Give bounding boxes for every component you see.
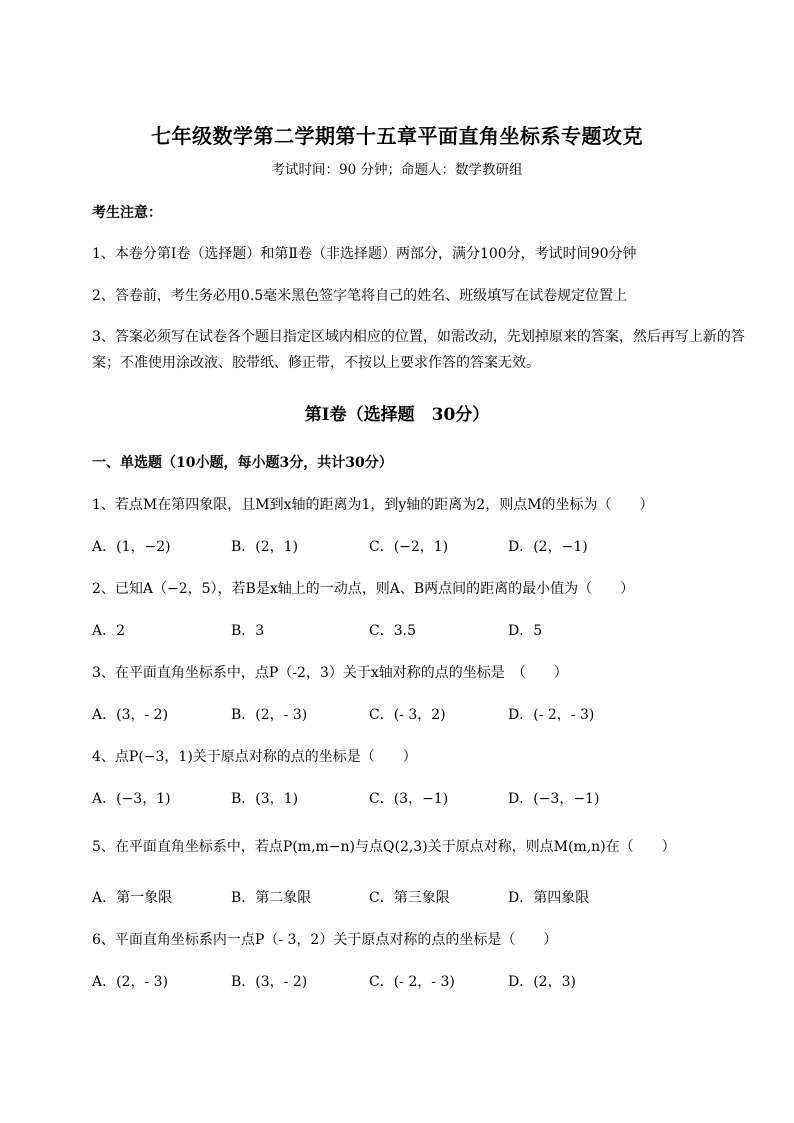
exam-info: 考试时间：90 分钟；命题人：数学教研组 bbox=[271, 162, 523, 178]
option-a: A．(−3，1) bbox=[92, 791, 171, 807]
option-b: B．第二象限 bbox=[231, 890, 312, 906]
question-stem-6: 6、平面直角坐标系内一点P（- 3，2）关于原点对称的点的坐标是（ ） bbox=[92, 932, 558, 948]
option-b: B．3 bbox=[231, 623, 265, 639]
option-c: C．第三象限 bbox=[369, 890, 450, 906]
option-c: C．(3，−1) bbox=[369, 791, 449, 807]
option-c: C．(−2，1) bbox=[369, 539, 449, 555]
question-stem-1: 1、若点M在第四象限，且M到x轴的距离为1，到y轴的距离为2，则点M的坐标为（ ） bbox=[92, 497, 654, 513]
option-b: B．(3，- 2) bbox=[231, 974, 308, 990]
option-a: A．2 bbox=[92, 623, 126, 639]
part-heading: 一、单选题（10小题，每小题3分，共计30分） bbox=[92, 455, 393, 471]
option-c: C．3.5 bbox=[369, 623, 416, 639]
question-stem-4: 4、点P(−3，1)关于原点对称的点的坐标是（ ） bbox=[92, 749, 417, 765]
option-d: D．第四象限 bbox=[508, 890, 590, 906]
section-title: 第Ⅰ卷（选择题 30分） bbox=[304, 405, 490, 425]
notice-item-2: 2、答卷前，考生务必用0.5毫米黑色签字笔将自己的姓名、班级填写在试卷规定位置上 bbox=[92, 288, 628, 304]
option-a: A．(3，- 2) bbox=[92, 707, 169, 723]
notice-item-3: 3、答案必须写在试卷各个题目指定区域内相应的位置，如需改动，先划掉原来的答案，然后再写上新的答案；不准使用涂改液、胶带纸、修正带，不按以上要求作答的答案无效。 bbox=[92, 329, 745, 371]
option-c: C．(- 3，2) bbox=[369, 707, 446, 723]
question-stem-3: 3、在平面直角坐标系中，点P（-2，3）关于x轴对称的点的坐标是 （ ） bbox=[92, 665, 568, 681]
option-b: B．(2，- 3) bbox=[231, 707, 308, 723]
option-c: C．(- 2，- 3) bbox=[369, 974, 455, 990]
option-d: D．(2，−1) bbox=[508, 539, 588, 555]
page-title: 七年级数学第二学期第十五章平面直角坐标系专题攻克 bbox=[151, 124, 643, 148]
notice-heading: 考生注意： bbox=[92, 205, 162, 221]
option-b: B．(2，1) bbox=[231, 539, 299, 555]
option-a: A．第一象限 bbox=[92, 890, 173, 906]
question-stem-5: 5、在平面直角坐标系中，若点P(m,m−n)与点Q(2,3)关于原点对称，则点M(m,n)在（ ） bbox=[92, 839, 676, 855]
option-a: A．(2，- 3) bbox=[92, 974, 169, 990]
option-d: D．(- 2，- 3) bbox=[508, 707, 595, 723]
option-a: A．(1，−2) bbox=[92, 539, 171, 555]
option-d: D．(2，3) bbox=[508, 974, 576, 990]
option-d: D．5 bbox=[508, 623, 543, 639]
option-d: D．(−3，−1) bbox=[508, 791, 600, 807]
question-stem-2: 2、已知A（−2，5），若B是x轴上的一动点，则A、B两点间的距离的最小值为（ ） bbox=[92, 581, 635, 597]
option-b: B．(3，1) bbox=[231, 791, 299, 807]
notice-item-1: 1、本卷分第Ⅰ卷（选择题）和第Ⅱ卷（非选择题）两部分，满分100分，考试时间90分钟 bbox=[92, 246, 637, 262]
